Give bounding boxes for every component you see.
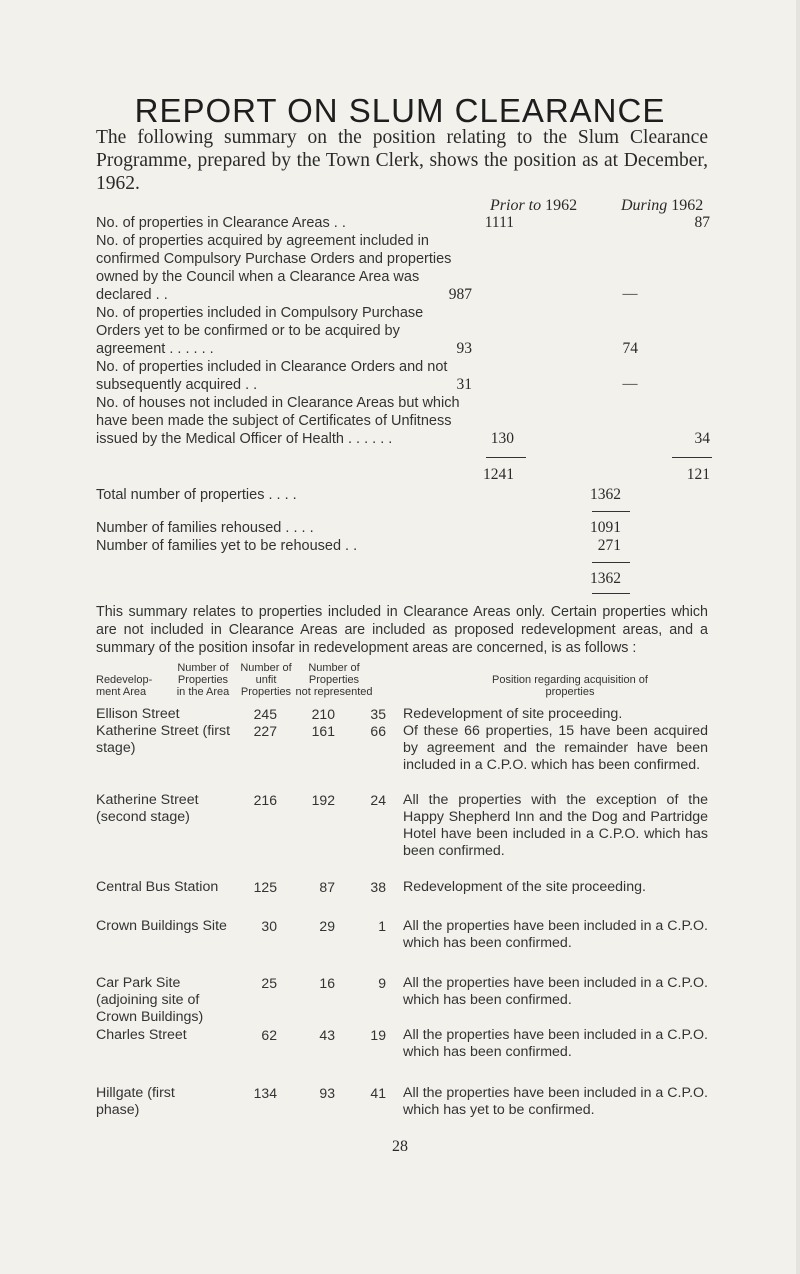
subtotal-rule xyxy=(672,457,712,458)
total-properties-label: Total number of properties . . . . xyxy=(96,487,297,503)
area-name: Katherine Street (first stage) xyxy=(96,723,231,756)
summary-during-value: — xyxy=(622,286,638,302)
intro-paragraph: The following summary on the position relating to the Slum Clearance Programme, prepared by the Town Clerk, shows the position as at December, 1962. xyxy=(96,127,708,194)
header-line: ment Area xyxy=(96,686,147,698)
position-text: All the properties have been included in a C.P.O. which has yet to be confirmed. xyxy=(403,1085,708,1118)
summary-prior-total: 1111 xyxy=(484,214,514,231)
subtotal-rule xyxy=(486,457,526,458)
header-position xyxy=(450,674,690,698)
unfit-count: 43 xyxy=(319,1027,335,1043)
not-represented-count: 38 xyxy=(370,879,386,895)
position-text: All the properties have been included in a C.P.O. which has been confirmed. xyxy=(403,1027,708,1060)
position-text: All the properties have been included in a C.P.O. which has been confirmed. xyxy=(403,975,708,1008)
unfit-count: 87 xyxy=(319,879,335,895)
header-line: properties xyxy=(545,686,595,698)
note-paragraph: This summary relates to properties included in Clearance Areas only. Certain properties which are not included in Clearance Areas are included as proposed redevelopment areas, and a summary of the position insofar in redevelopment areas are concerned, is as follows : xyxy=(96,604,708,656)
unfit-count: 210 xyxy=(311,706,335,722)
summary-row-label: No. of properties acquired by agreement included in confirmed Compulsory Purchase Orders and properties owned by the Council when a Clearance Area was declared . . xyxy=(96,233,452,303)
area-name: Ellison Street xyxy=(96,706,180,722)
not-represented-count: 19 xyxy=(370,1027,386,1043)
page-number: 28 xyxy=(392,1138,408,1155)
summary-prior-value: 987 xyxy=(448,286,472,303)
area-name: Car Park Site (adjoining site of Crown Buildings) xyxy=(96,975,204,1025)
families-yet-label: Number of families yet to be rehoused . . xyxy=(96,538,358,554)
header-line: in the Area xyxy=(176,686,230,698)
properties-count: 134 xyxy=(253,1085,277,1101)
not-represented-count: 9 xyxy=(378,975,386,991)
unfit-count: 29 xyxy=(319,918,335,934)
header-line: Position regarding acquisition of xyxy=(492,674,648,686)
summary-row-label: No. of houses not included in Clearance Areas but which have been made the subject of Certificates of Unfitness issued by the Medical Officer of Health . . . . . . xyxy=(96,395,460,447)
area-name: Hillgate (first phase) xyxy=(96,1085,175,1118)
properties-count: 30 xyxy=(261,918,277,934)
header-line: Number of xyxy=(177,662,229,674)
summary-during-value: 34 xyxy=(694,430,710,447)
total-properties-value: 1362 xyxy=(590,486,621,503)
area-name: Central Bus Station xyxy=(96,879,219,895)
summary-during-value: — xyxy=(622,376,638,392)
families-total-rule xyxy=(592,593,630,594)
summary-prior-value: 31 xyxy=(456,376,472,393)
during-column-heading xyxy=(621,197,703,215)
subtotal-prior: 1241 xyxy=(483,466,514,483)
properties-count: 25 xyxy=(261,975,277,991)
position-text: All the properties with the exception of the Happy Shepherd Inn and the Dog and Partridge Hotel have been included in a C.P.O. which has been confirmed. xyxy=(403,792,708,859)
report-title: REPORT ON SLUM CLEARANCE xyxy=(134,92,666,129)
prior-year: 1962 xyxy=(545,197,578,214)
summary-prior-total: 130 xyxy=(490,430,514,447)
prior-label: Prior to xyxy=(490,197,542,214)
header-line: Redevelop- xyxy=(96,674,153,686)
not-represented-count: 1 xyxy=(378,918,386,934)
position-text: Redevelopment of site proceeding. xyxy=(403,706,623,722)
not-represented-count: 66 xyxy=(370,723,386,739)
families-total-value: 1362 xyxy=(590,570,621,587)
properties-count: 227 xyxy=(253,723,277,739)
header-line: Properties xyxy=(177,674,229,686)
unfit-count: 161 xyxy=(311,723,335,739)
during-label: During xyxy=(621,197,668,214)
position-text: Redevelopment of the site proceeding. xyxy=(403,879,646,895)
not-represented-count: 35 xyxy=(370,706,386,722)
position-text: Of these 66 properties, 15 have been acquired by agreement and the remainder have been included in a C.P.O. which has been confirmed. xyxy=(403,723,708,773)
families-yet-value: 271 xyxy=(597,537,621,554)
properties-count: 245 xyxy=(253,706,277,722)
summary-during-value: 74 xyxy=(622,340,638,357)
header-line: Properties xyxy=(308,674,360,686)
properties-count: 62 xyxy=(261,1027,277,1043)
unfit-count: 16 xyxy=(319,975,335,991)
header-line: Number of xyxy=(308,662,360,674)
properties-count: 216 xyxy=(253,792,277,808)
summary-prior-value: 93 xyxy=(456,340,472,357)
header-not-represented xyxy=(286,662,382,698)
not-represented-count: 41 xyxy=(370,1085,386,1101)
families-rehoused-value: 1091 xyxy=(590,519,621,536)
header-line: not represented xyxy=(295,686,373,698)
unfit-count: 93 xyxy=(319,1085,335,1101)
page-edge-shadow xyxy=(796,0,800,1274)
position-text: All the properties have been included in a C.P.O. which has been confirmed. xyxy=(403,918,708,951)
summary-row-label: No. of properties included in Clearance Orders and not subsequently acquired . . xyxy=(96,359,448,393)
subtotal-during: 121 xyxy=(686,466,710,483)
during-year: 1962 xyxy=(671,197,704,214)
families-rehoused-label: Number of families rehoused . . . . xyxy=(96,520,314,536)
summary-during-value: 87 xyxy=(694,214,710,231)
unfit-count: 192 xyxy=(311,792,335,808)
families-rule xyxy=(592,562,630,563)
summary-row-label: No. of properties in Clearance Areas . . xyxy=(96,215,346,231)
header-line: Properties xyxy=(240,686,292,698)
header-line: Number of xyxy=(240,662,292,674)
header-line: unfit xyxy=(255,674,277,686)
prior-column-heading xyxy=(490,197,577,215)
area-name: Crown Buildings Site xyxy=(96,918,227,934)
area-name: Katherine Street (second stage) xyxy=(96,792,199,825)
not-represented-count: 24 xyxy=(370,792,386,808)
total-rule xyxy=(592,511,630,512)
area-name: Charles Street xyxy=(96,1027,187,1043)
properties-count: 125 xyxy=(253,879,277,895)
summary-row-label: No. of properties included in Compulsory Purchase Orders yet to be confirmed or to be acquired by agreement . . . . . . xyxy=(96,305,424,357)
